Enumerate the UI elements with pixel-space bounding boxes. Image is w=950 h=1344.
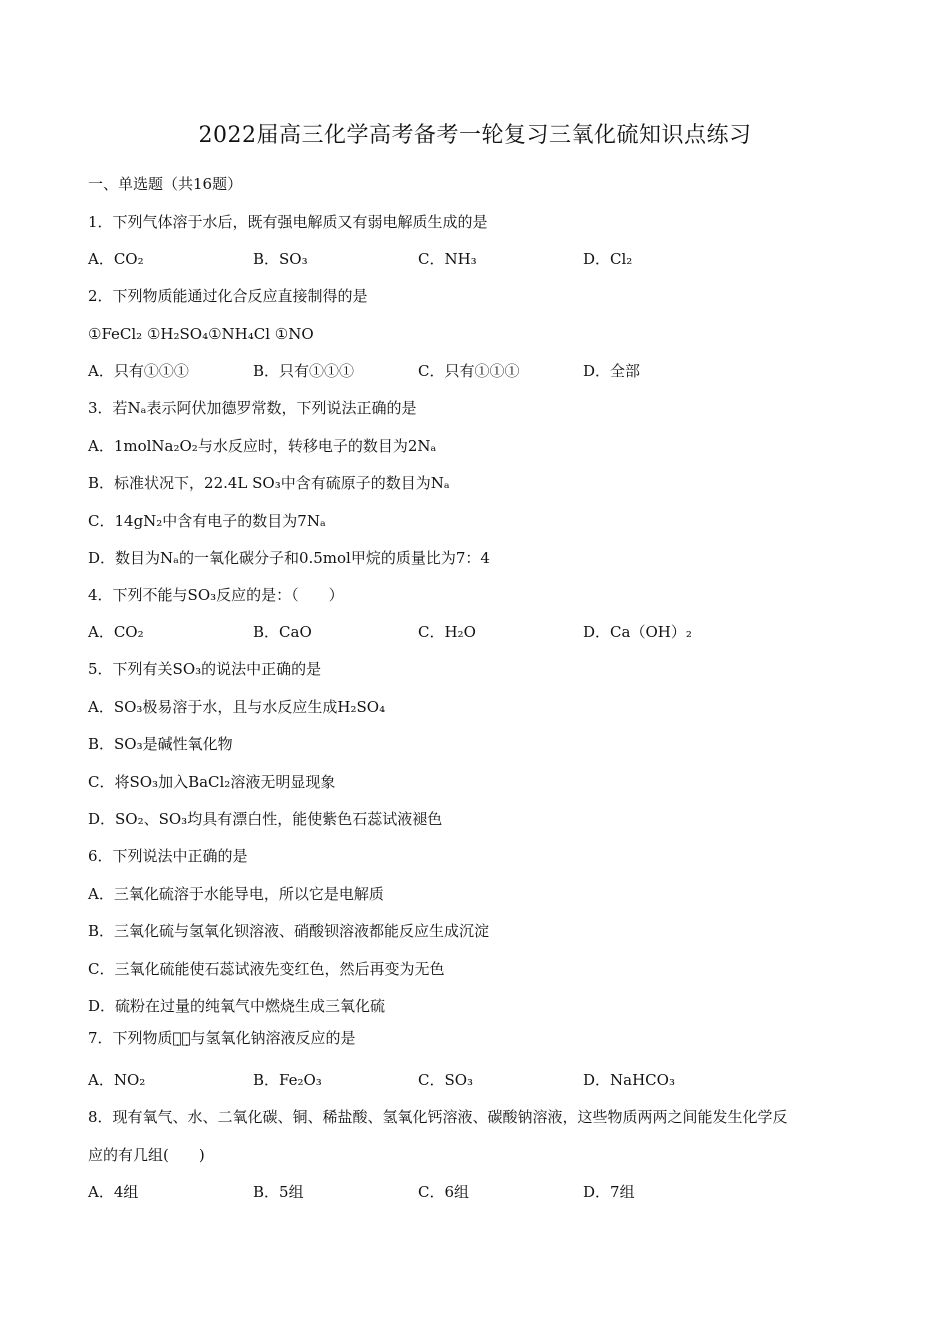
q2-option-b: B．只有①①① — [253, 362, 355, 380]
q2-option-a: A．只有①①① — [88, 362, 189, 380]
question-8-continued: 应的有几组( ) — [88, 1146, 205, 1164]
q5-option-c: C．将SO₃加入BaCl₂溶液无明显现象 — [88, 773, 336, 791]
q3-option-c: C．14gN₂中含有电子的数目为7Nₐ — [88, 512, 326, 530]
q2-substances: ①FeCl₂ ①H₂SO₄①NH₄Cl ①NO — [88, 325, 314, 343]
q6-option-a: A．三氧化硫溶于水能导电，所以它是电解质 — [88, 885, 384, 903]
question-8: 8．现有氧气、水、二氧化碳、铜、稀盐酸、氢氧化钙溶液、碳酸钠溶液，这些物质两两之间能发生化学反 — [88, 1108, 788, 1126]
q3-option-b: B．标准状况下，22.4L SO₃中含有硫原子的数目为Nₐ — [88, 474, 450, 492]
q5-option-b: B．SO₃是碱性氧化物 — [88, 735, 233, 753]
question-3: 3．若Nₐ表示阿伏加德罗常数，下列说法正确的是 — [88, 399, 417, 417]
q4-option-a: A．CO₂ — [88, 623, 144, 641]
q6-option-b: B．三氧化硫与氢氧化钡溶液、硝酸钡溶液都能反应生成沉淀 — [88, 922, 490, 940]
section-heading: 一、单选题（共16题） — [88, 175, 243, 193]
question-7: 7．下列物质不̣能̣与氢氧化钠溶液反应的是 — [88, 1029, 356, 1047]
q6-option-c: C．三氧化硫能使石蕊试液先变红色，然后再变为无色 — [88, 960, 445, 978]
question-1: 1．下列气体溶于水后，既有强电解质又有弱电解质生成的是 — [88, 213, 488, 231]
document-title: 2022届高三化学高考备考一轮复习三氧化硫知识点练习 — [198, 123, 752, 148]
question-2: 2．下列物质能通过化合反应直接制得的是 — [88, 287, 368, 305]
q8-option-d: D．7组 — [583, 1183, 635, 1201]
question-6: 6．下列说法中正确的是 — [88, 847, 248, 865]
q6-option-d: D．硫粉在过量的纯氧气中燃烧生成三氧化硫 — [88, 997, 386, 1015]
q4-option-c: C．H₂O — [418, 623, 476, 641]
q3-option-d: D．数目为Nₐ的一氧化碳分子和0.5mol甲烷的质量比为7：4 — [88, 549, 490, 567]
q1-option-d: D．Cl₂ — [583, 250, 633, 268]
question-5: 5．下列有关SO₃的说法中正确的是 — [88, 660, 322, 678]
q4-option-b: B．CaO — [253, 623, 312, 641]
q7-option-c: C．SO₃ — [418, 1071, 474, 1089]
q2-option-d: D．全部 — [583, 362, 641, 380]
q1-option-b: B．SO₃ — [253, 250, 308, 268]
question-4: 4．下列不能与SO₃反应的是：（ ） — [88, 586, 344, 604]
q5-option-a: A．SO₃极易溶于水，且与水反应生成H₂SO₄ — [88, 698, 386, 716]
q7-option-b: B．Fe₂O₃ — [253, 1071, 322, 1089]
q7-option-a: A．NO₂ — [88, 1071, 146, 1089]
q8-option-c: C．6组 — [418, 1183, 470, 1201]
q3-option-a: A．1molNa₂O₂与水反应时，转移电子的数目为2Nₐ — [88, 437, 437, 455]
q8-option-a: A．4组 — [88, 1183, 139, 1201]
q1-option-c: C．NH₃ — [418, 250, 477, 268]
q2-option-c: C．只有①①① — [418, 362, 520, 380]
q1-option-a: A．CO₂ — [88, 250, 144, 268]
q5-option-d: D．SO₂、SO₃均具有漂白性，能使紫色石蕊试液褪色 — [88, 810, 443, 828]
q7-option-d: D．NaHCO₃ — [583, 1071, 675, 1089]
q8-option-b: B．5组 — [253, 1183, 304, 1201]
q4-option-d: D．Ca（OH）₂ — [583, 623, 692, 641]
